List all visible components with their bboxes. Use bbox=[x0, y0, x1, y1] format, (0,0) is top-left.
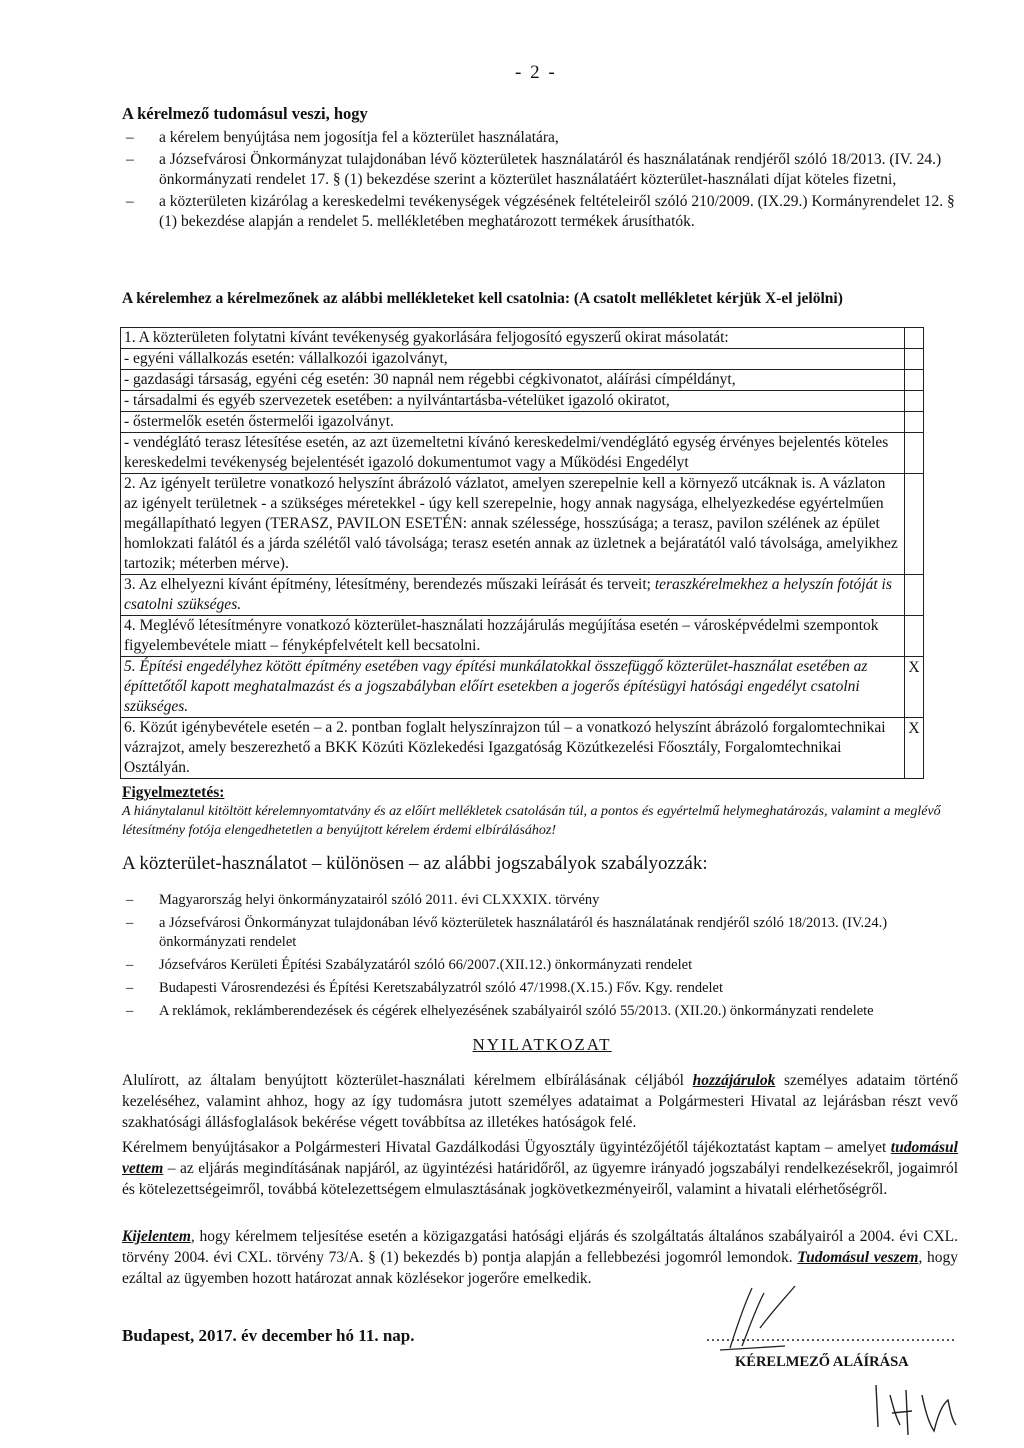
consent-emphasis: hozzájárulok bbox=[692, 1072, 776, 1089]
attachment-mark[interactable] bbox=[905, 575, 924, 616]
acknowledged-emphasis: tudomásul vettem bbox=[122, 1139, 958, 1177]
table-row bbox=[121, 412, 924, 433]
declaration-paragraph-consent: Alulírott, az általam benyújtott közterület-használati kérelmem elbírálásának céljából hozzájárulok személyes adataim történő kezeléséhez, valamint ahhoz, hogy az így tudomásra jutott személyes adataimat a Polgármesteri Hivatal az lejárásban részt vevő szakhatósági állásfoglalások bekérése végett továbbítsa az illetékes hatóságok felé. bbox=[122, 1072, 958, 1131]
law-item: – Magyarország helyi önkormányzatairól szóló 2011. évi CLXXXIX. törvény bbox=[122, 891, 962, 910]
attachment-text: 1. A közterületen folytatni kívánt tevékenység gyakorlására feljogosító egyszerű okirat másolatát: bbox=[121, 328, 905, 349]
table-row bbox=[121, 575, 924, 616]
attachments-table bbox=[120, 327, 924, 779]
attachments-heading: A kérelemhez a kérelmezőnek az alábbi mellékleteket kell csatolnia: (A csatolt mellékletet kérjük X-el jelölni) bbox=[122, 290, 843, 307]
table-row bbox=[121, 391, 924, 412]
page-number: - 2 - bbox=[515, 62, 557, 83]
attachment-mark[interactable] bbox=[905, 412, 924, 433]
attachment-mark[interactable]: X bbox=[905, 718, 924, 779]
table-row bbox=[121, 718, 924, 779]
table-row bbox=[121, 328, 924, 349]
intro-list bbox=[122, 128, 962, 234]
date-line: Budapest, 2017. év december hó 11. nap. bbox=[122, 1326, 415, 1345]
acknowledge-emphasis: Tudomásul veszem bbox=[797, 1249, 919, 1266]
table-row bbox=[121, 349, 924, 370]
attachment-mark[interactable] bbox=[905, 349, 924, 370]
attachment-text: 5. Építési engedélyhez kötött építmény esetében vagy építési munkálatokkal összefüggő közterület-használat esetében az építtetőtől kapott meghatalmazást és a jogszabályban előírt esetekben a jogerős építésügyi hatósági engedélyt csatolni szükséges. bbox=[121, 657, 905, 718]
law-item: – Budapesti Városrendezési és Építési Keretszabályzatról szóló 47/1998.(X.15.) Főv. Kgy. rendelet bbox=[122, 979, 962, 998]
intro-heading: A kérelmező tudomásul veszi, hogy bbox=[122, 104, 368, 123]
table-row bbox=[121, 616, 924, 657]
attachment-mark[interactable] bbox=[905, 616, 924, 657]
declaration-title: NYILATKOZAT bbox=[472, 1035, 612, 1054]
laws-heading: A közterület-használatot – különösen – az alábbi jogszabályok szabályozzák: bbox=[122, 853, 708, 874]
attachment-mark[interactable] bbox=[905, 433, 924, 474]
table-row bbox=[121, 474, 924, 575]
warning-title: Figyelmeztetés: bbox=[122, 784, 225, 801]
attachment-text: - vendéglátó terasz létesítése esetén, az azt üzemeltetni kívánó kereskedelmi/vendéglátó egység érvényes bejelentés köteles kereskedelmi tevékenység bejelentését igazoló dokumentumot vagy a Működési Engedélyt bbox=[121, 433, 905, 474]
attachment-text: - egyéni vállalkozás esetén: vállalkozói igazolványt, bbox=[121, 349, 905, 370]
intro-item: – a kérelem benyújtása nem jogosítja fel a közterület használatára, bbox=[122, 128, 962, 148]
attachment-mark[interactable] bbox=[905, 474, 924, 575]
attachment-text: - őstermelők esetén őstermelői igazolványt. bbox=[121, 412, 905, 433]
signature-label: KÉRELMEZŐ ALÁÍRÁSA bbox=[735, 1354, 909, 1370]
attachment-text: 3. Az elhelyezni kívánt építmény, létesítmény, berendezés műszaki leírását és terveit; teraszkérelmekhez a helyszín fotóját is csatolni szükséges. bbox=[121, 575, 905, 616]
table-row bbox=[121, 370, 924, 391]
attachment-text: 2. Az igényelt területre vonatkozó helyszínt ábrázoló vázlatot, amelyen szerepelnie kell a környező utcáknak is. A vázlaton az igényelt területnek - a szükséges méretekkel - úgy kell szerepelnie, hogy annak nagysága, elhelyezkedése egyértelműen megállapítható legyen (TERASZ, PAVILON ESETÉN: annak szélessége, hosszúsága; a terasz, pavilon szélének az épület homlokzati falától és a járda szélétől való távolsága; terasz esetén annak az üzletnek a bejáratától való távolsága, amelyikhez tartozik; méterben mérve). bbox=[121, 474, 905, 575]
table-row bbox=[121, 433, 924, 474]
warning-text: A hiánytalanul kitöltött kérelemnyomtatvány és az előírt mellékletek csatolásán túl, a pontos és egyértelmű helymeghatározás, valamint a meglévő létesítmény fotója elengedhetetlen a benyújtott kérelem érdemi elbírálásához! bbox=[122, 804, 941, 838]
attachment-mark[interactable] bbox=[905, 370, 924, 391]
attachment-text: - gazdasági társaság, egyéni cég esetén: 30 napnál nem régebbi cégkivonatot, aláírási címpéldányt, bbox=[121, 370, 905, 391]
attachment-text: - társadalmi és egyéb szervezetek esetében: a nyilvántartásba-vételüket igazoló okiratot, bbox=[121, 391, 905, 412]
intro-item: – a Józsefvárosi Önkormányzat tulajdonában lévő közterületek használatáról és használatának rendjéről szóló 18/2013. (IV. 24.) önkormányzati rendelet 17. § (1) bekezdése szerint a közterület használatáért közterület-használati díjat köteles fizetni, bbox=[122, 150, 962, 190]
signature-image bbox=[690, 1268, 810, 1363]
signature-dots: .................................................. bbox=[706, 1328, 956, 1345]
attachment-text: 6. Közút igénybevétele esetén – a 2. pontban foglalt helyszínrajzon túl – a vonatkozó helyszínt ábrázoló forgalomtechnikai vázrajzot, amely beszerezhető a BKK Közúti Közlekedési Igazgatóság Közútkezelési Főosztály, Forgalomtechnikai Osztályán. bbox=[121, 718, 905, 779]
law-item: – Józsefváros Kerületi Építési Szabályzatáról szóló 66/2007.(XII.12.) önkormányzati rendelet bbox=[122, 956, 962, 975]
attachment-mark[interactable] bbox=[905, 328, 924, 349]
attachment-text: 4. Meglévő létesítményre vonatkozó közterület-használati hozzájárulás megújítása esetén – városképvédelmi szempontok figyelembevétele miatt – fényképfelvételt kell becsatolni. bbox=[121, 616, 905, 657]
handwritten-page-mark bbox=[860, 1365, 970, 1440]
attachment-mark[interactable]: X bbox=[905, 657, 924, 718]
law-item: – A reklámok, reklámberendezések és cégérek elhelyezésének szabályairól szóló 55/2013. (XII.20.) önkormányzati rendelete bbox=[122, 1002, 962, 1021]
declaration-paragraph-waiver: Kijelentem, hogy kérelmem teljesítése esetén a közigazgatási hatósági eljárás és szolgáltatás általános szabályairól a 2004. évi CXL. törvény 2004. évi CXL. törvény 73/A. § (1) bekezdés b) pontja alapján a fellebbezési jogomról lemondok. Tudomásul veszem, hogy ezáltal az ügyemben hozott határozat annak közlésekor jogerőre emelkedik. bbox=[122, 1228, 959, 1287]
intro-item: – a közterületen kizárólag a kereskedelmi tevékenységek végzésének feltételeiről szóló 210/2009. (IX.29.) Kormányrendelet 12. § (1) bekezdése alapján a rendelet 5. mellékletében meghatározott termékek árusíthatók. bbox=[122, 192, 962, 232]
declaration-paragraph-information: Kérelmem benyújtásakor a Polgármesteri Hivatal Gazdálkodási Ügyosztály ügyintézőjétől tájékoztatást kaptam – amelyet tudomásul vettem – az eljárás megindításának napjáról, az ügyintézési határidőről, az ügyemre irányadó jogszabályi rendelkezésekről, jogaimról és kötelezettségeimről, továbbá kötelezettségem elmulasztásának jogkövetkezményeiről, valamint a hivatali elérhetőségről. bbox=[122, 1139, 958, 1198]
attachment-mark[interactable] bbox=[905, 391, 924, 412]
laws-list bbox=[122, 891, 962, 1025]
declare-emphasis: Kijelentem bbox=[122, 1228, 191, 1245]
table-row bbox=[121, 657, 924, 718]
law-item: – a Józsefvárosi Önkormányzat tulajdonában lévő közterületek használatáról és használatának rendjéről szóló 18/2013. (IV.24.) önkormányzati rendelet bbox=[122, 914, 962, 952]
